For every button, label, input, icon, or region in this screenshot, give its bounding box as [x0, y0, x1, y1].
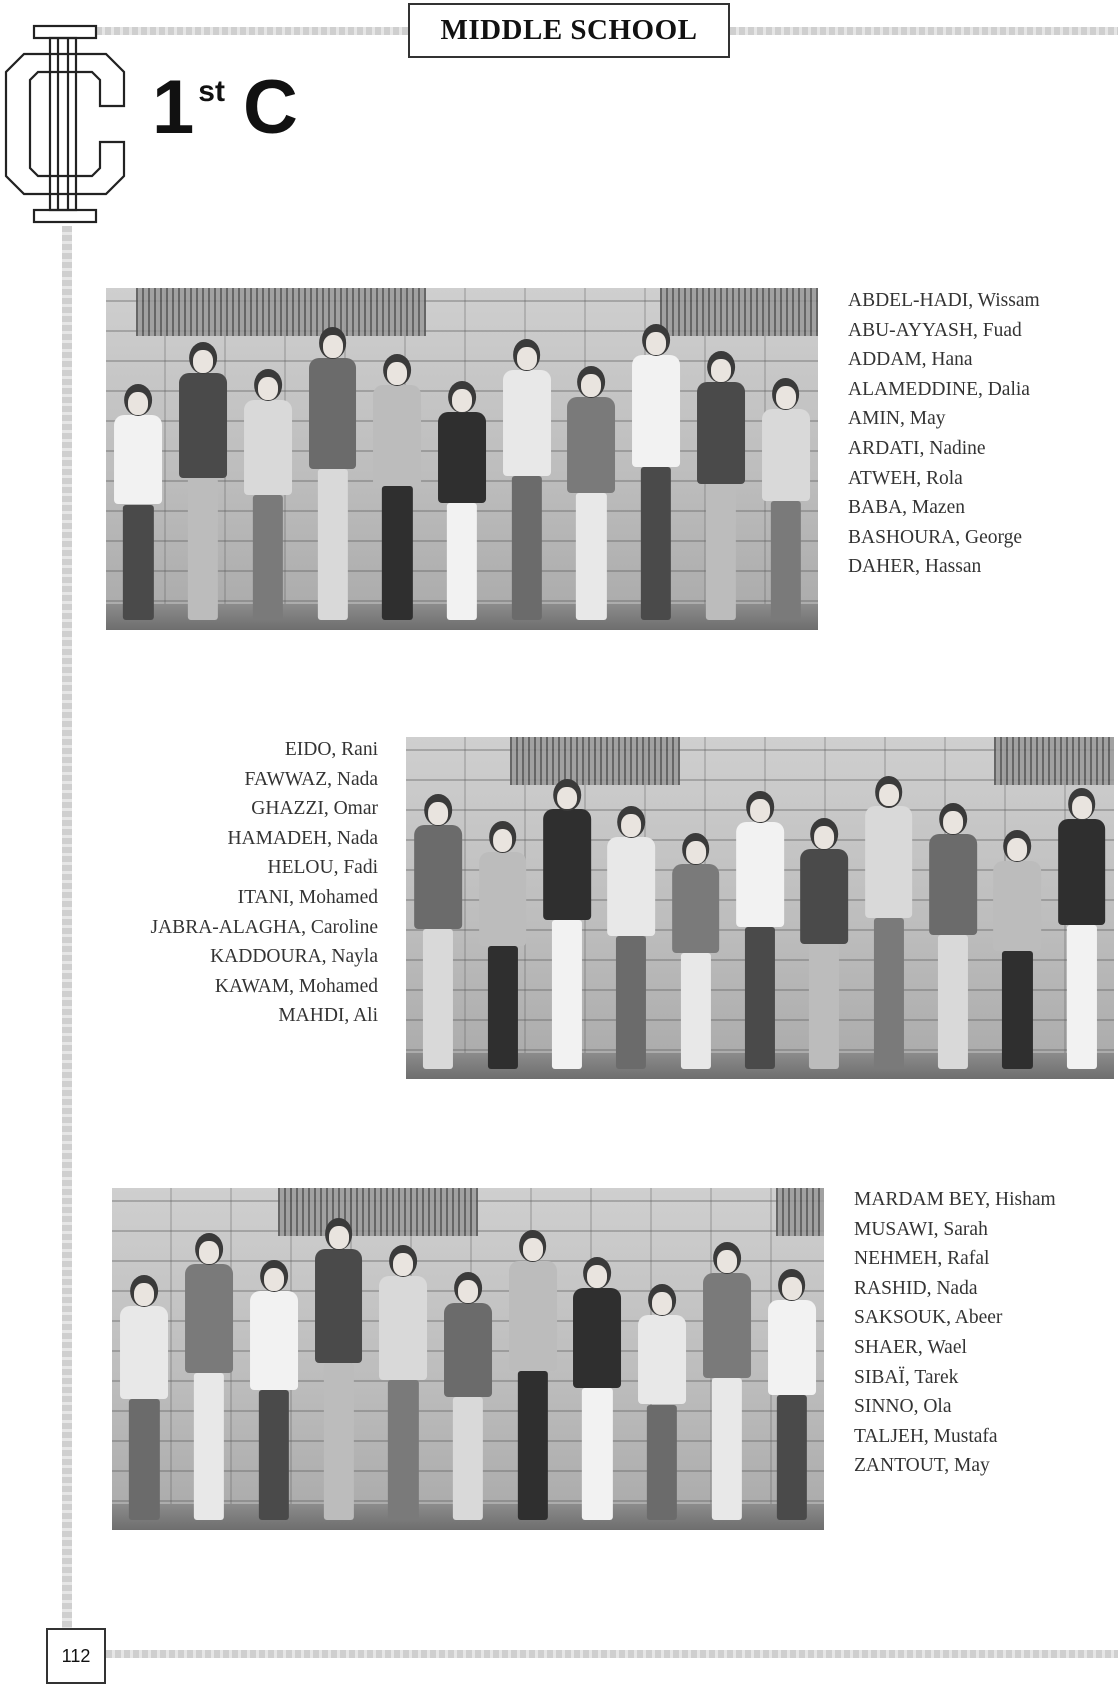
- student-figure: [696, 351, 746, 620]
- class-title: [152, 65, 298, 150]
- student-name: JABRA-ALAGHA, Caroline: [150, 916, 378, 938]
- name-list-3: [854, 1185, 1056, 1481]
- student-figure: [799, 818, 849, 1069]
- student-name: ABU-AYYASH, Fuad: [848, 319, 1022, 341]
- student-name: HAMADEH, Nada: [227, 827, 378, 849]
- page-number-box: [46, 1628, 106, 1684]
- student-figure: [249, 1260, 299, 1520]
- student-figure: [572, 1257, 622, 1520]
- class-photo-2: [406, 737, 1114, 1079]
- student-figure: [542, 779, 592, 1069]
- student-name: SHAER, Wael: [854, 1336, 967, 1358]
- student-figure: [766, 1269, 816, 1520]
- ic-monogram-logo: [2, 24, 128, 224]
- class-section: C: [242, 65, 298, 150]
- student-name: AMIN, May: [848, 408, 946, 430]
- student-figure: [735, 791, 785, 1069]
- student-name: ADDAM, Hana: [848, 349, 973, 371]
- student-name: MAHDI, Ali: [278, 1005, 378, 1027]
- name-list-2: [100, 735, 378, 1031]
- student-name: BASHOURA, George: [848, 526, 1023, 548]
- student-figure: [507, 1230, 557, 1520]
- student-name: DAHER, Hassan: [848, 556, 982, 578]
- student-figure: [443, 1272, 493, 1520]
- student-figure: [313, 1218, 363, 1520]
- student-name: ARDATI, Nadine: [848, 437, 986, 459]
- student-name: EIDO, Rani: [284, 739, 378, 760]
- student-figure: [184, 1233, 234, 1520]
- student-figure: [992, 830, 1042, 1069]
- class-number: 1: [152, 65, 195, 150]
- student-figure: [437, 381, 487, 620]
- student-name: TALJEH, Mustafa: [854, 1425, 998, 1447]
- student-figure: [760, 378, 810, 620]
- student-figure: [413, 794, 463, 1069]
- student-name: KAWAM, Mohamed: [214, 975, 378, 997]
- student-figure: [501, 339, 551, 620]
- student-name: ITANI, Mohamed: [237, 886, 378, 908]
- student-figure: [378, 1245, 428, 1520]
- student-figure: [372, 354, 422, 620]
- student-name: FAWWAZ, Nada: [244, 768, 378, 790]
- student-figure: [307, 327, 357, 620]
- section-title: MIDDLE SCHOOL: [440, 14, 698, 46]
- class-photo-1: [106, 288, 818, 630]
- class-number-suffix: st: [198, 75, 225, 108]
- student-name: SINNO, Ola: [854, 1396, 952, 1418]
- student-name: GHAZZI, Omar: [251, 798, 378, 820]
- student-figure: [606, 806, 656, 1069]
- student-figure: [113, 384, 163, 620]
- student-figure: [928, 803, 978, 1069]
- student-figure: [631, 324, 681, 620]
- student-figure: [637, 1284, 687, 1520]
- student-name: MUSAWI, Sarah: [854, 1218, 988, 1240]
- student-figure: [1057, 788, 1107, 1069]
- student-name: BABA, Mazen: [848, 497, 965, 519]
- student-name: KADDOURA, Nayla: [210, 946, 378, 968]
- name-list-1: [848, 286, 1040, 582]
- student-figure: [566, 366, 616, 620]
- student-name: NEHMEH, Rafal: [854, 1248, 990, 1270]
- section-header: [408, 3, 730, 58]
- student-figure: [178, 342, 228, 620]
- student-figure: [671, 833, 721, 1069]
- student-name: ATWEH, Rola: [848, 467, 963, 489]
- student-figure: [477, 821, 527, 1069]
- student-name: SIBAÏ, Tarek: [854, 1366, 959, 1388]
- class-photo-3: [112, 1188, 824, 1530]
- student-figure: [243, 369, 293, 620]
- student-name: ABDEL-HADI, Wissam: [848, 290, 1040, 311]
- student-name: RASHID, Nada: [854, 1277, 978, 1299]
- student-name: HELOU, Fadi: [267, 857, 378, 879]
- student-name: MARDAM BEY, Hisham: [854, 1189, 1056, 1210]
- student-figure: [119, 1275, 169, 1520]
- student-figure: [864, 776, 914, 1069]
- bottom-rule: [106, 1650, 1118, 1658]
- student-figure: [702, 1242, 752, 1520]
- student-name: SAKSOUK, Abeer: [854, 1307, 1003, 1329]
- student-name: ALAMEDDINE, Dalia: [848, 378, 1030, 400]
- page-number: 112: [61, 1645, 91, 1666]
- left-rule: [62, 226, 72, 1628]
- student-name: ZANTOUT, May: [854, 1455, 990, 1477]
- top-rule-left: [96, 27, 408, 35]
- top-rule-right: [730, 27, 1118, 35]
